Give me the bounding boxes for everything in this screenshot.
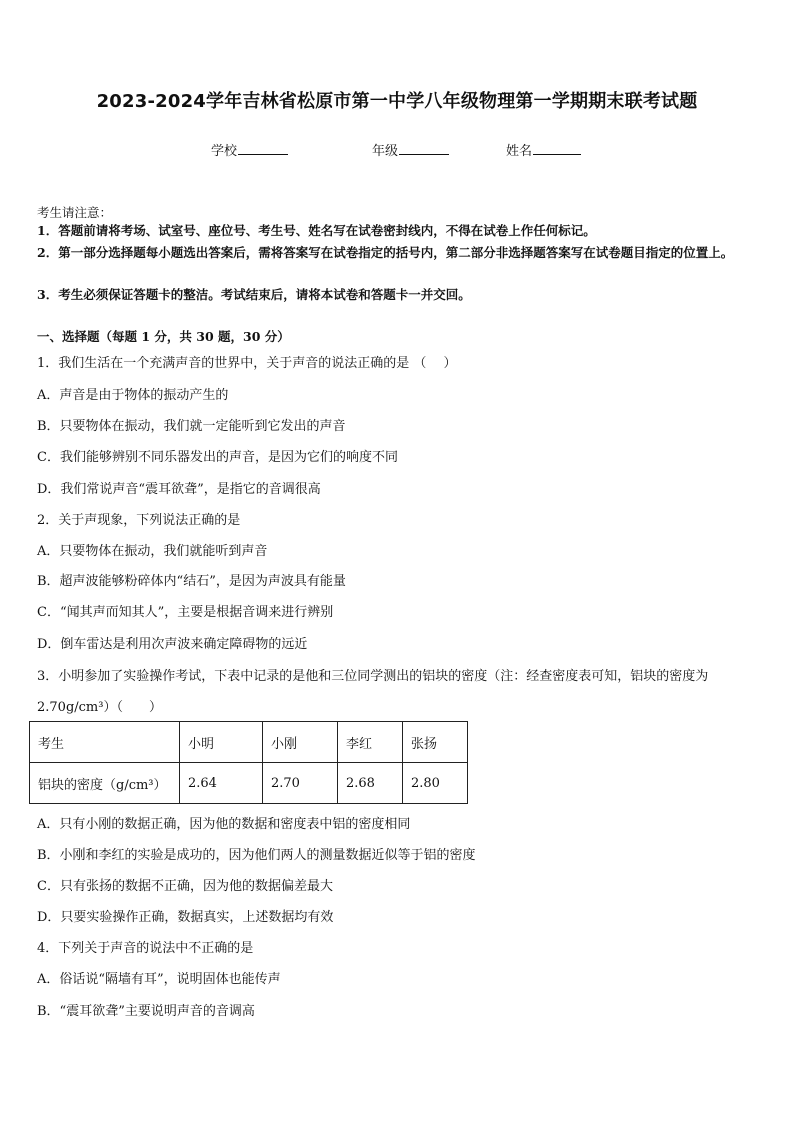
table-cell: 铝块的密度（g/cm³） [30, 763, 180, 804]
table-cell: 小明 [180, 722, 263, 763]
notice-item: 1．答题前请将考场、试室号、座位号、考生号、姓名写在试卷密封线内，不得在试卷上作任何标记。 [37, 223, 596, 238]
table-cell: 考生 [30, 722, 180, 763]
option: A．只有小刚的数据正确，因为他的数据和密度表中铝的密度相同 [37, 817, 411, 832]
option: A．声音是由于物体的振动产生的 [37, 388, 229, 403]
page-title: 2023-2024学年吉林省松原市第一中学八年级物理第一学期期末联考试题 [96, 91, 698, 112]
name-label: 姓名 [506, 144, 533, 159]
option: A．只要物体在振动，我们就能听到声音 [37, 544, 268, 559]
grade-blank [399, 140, 449, 155]
question-stem: 2．关于声现象，下列说法正确的是 [37, 513, 241, 528]
grade-label: 年级 [372, 144, 399, 159]
school-label: 学校 [211, 144, 238, 159]
option: B．超声波能够粉碎体内“结石”，是因为声波具有能量 [37, 574, 346, 589]
table-row [30, 763, 468, 804]
table-cell: 2.70 [263, 763, 338, 804]
option: B．只要物体在振动，我们就一定能听到它发出的声音 [37, 419, 346, 434]
notice-item: 2．第一部分选择题每小题选出答案后，需将答案写在试卷指定的括号内，第二部分非选择题答案写在试卷题目指定的位置上。 [37, 245, 734, 260]
question-stem-continued: 2.70g/cm³）（ ） [37, 700, 162, 715]
density-table [29, 721, 468, 804]
table-cell: 小刚 [263, 722, 338, 763]
table-cell: 2.68 [338, 763, 403, 804]
option: B．“震耳欲聋”主要说明声音的音调高 [37, 1004, 255, 1019]
option: D．我们常说声音“震耳欲聋”，是指它的音调很高 [37, 482, 321, 497]
option: C．只有张扬的数据不正确，因为他的数据偏差最大 [37, 879, 333, 894]
table-cell: 2.64 [180, 763, 263, 804]
name-field [506, 140, 581, 159]
table-header-row [30, 722, 468, 763]
table-cell: 2.80 [403, 763, 468, 804]
option: C．“闻其声而知其人”，主要是根据音调来进行辨别 [37, 605, 334, 620]
notice-heading: 考生请注意： [37, 205, 113, 220]
grade-field [372, 140, 449, 159]
question-stem: 3．小明参加了实验操作考试，下表中记录的是他和三位同学测出的铝块的密度（注：经查密度表可知，铝块的密度为 [37, 669, 709, 684]
option: C．我们能够辨别不同乐器发出的声音，是因为它们的响度不同 [37, 450, 398, 465]
section-title: 一、选择题（每题 1 分，共 30 题，30 分） [37, 329, 290, 344]
table-cell: 李红 [338, 722, 403, 763]
notice-item: 3．考生必须保证答题卡的整洁。考试结束后，请将本试卷和答题卡一并交回。 [37, 287, 471, 302]
option: B．小刚和李红的实验是成功的，因为他们两人的测量数据近似等于铝的密度 [37, 848, 476, 863]
option: D．只要实验操作正确，数据真实，上述数据均有效 [37, 910, 334, 925]
school-field [211, 140, 288, 159]
name-blank [533, 140, 581, 155]
question-stem: 4．下列关于声音的说法中不正确的是 [37, 941, 254, 956]
option: A．俗话说“隔墙有耳”，说明固体也能传声 [37, 972, 281, 987]
school-blank [238, 140, 288, 155]
table-cell: 张扬 [403, 722, 468, 763]
question-stem: 1．我们生活在一个充满声音的世界中，关于声音的说法正确的是 （ ） [37, 356, 457, 371]
option: D．倒车雷达是利用次声波来确定障碍物的远近 [37, 637, 308, 652]
